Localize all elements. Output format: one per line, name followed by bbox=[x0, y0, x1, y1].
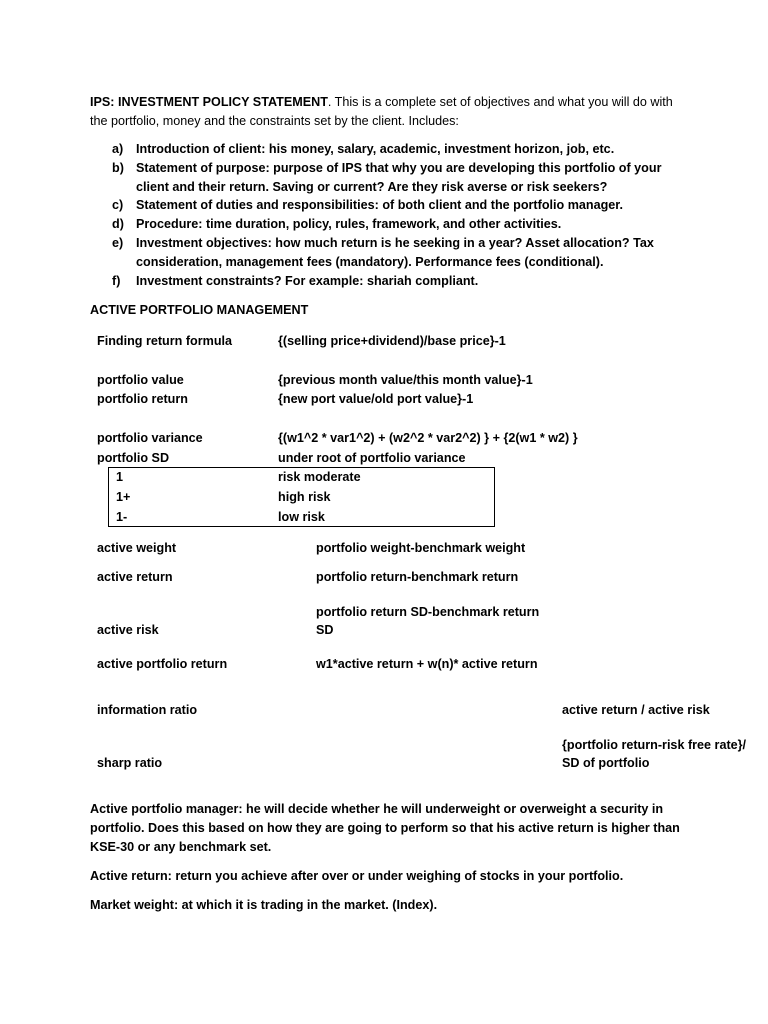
paragraph-market-weight: Market weight: at which it is trading in the market. (Index). bbox=[90, 898, 438, 912]
active-risk-value-line1: portfolio return SD-benchmark return bbox=[316, 605, 540, 619]
paragraph-active-manager: Active portfolio manager: he will decide whether he will underweight or overweight a security in portfolio. Does this based on how they are going to perform so that his active return is higher than KSE-30 or any benchmark set. bbox=[90, 802, 680, 854]
sharp-ratio-label: sharp ratio bbox=[97, 756, 163, 770]
active-portfolio-return-label: active portfolio return bbox=[97, 657, 228, 671]
active-risk-value-line2: SD bbox=[316, 623, 334, 637]
risk-key: 1 bbox=[116, 470, 124, 484]
active-return-label: active return bbox=[97, 570, 173, 584]
list-item bbox=[112, 196, 696, 215]
active-risk-label: active risk bbox=[97, 623, 159, 637]
ips-title: IPS: INVESTMENT POLICY STATEMENT bbox=[90, 95, 328, 109]
list-marker: e) bbox=[112, 235, 124, 250]
list-text: Investment constraints? For example: shariah compliant. bbox=[136, 273, 479, 288]
list-marker: b) bbox=[112, 160, 124, 175]
sharp-ratio-value-line2: SD of portfolio bbox=[562, 756, 650, 770]
finding-return-value: {(selling price+dividend)/base price}-1 bbox=[278, 334, 506, 348]
list-text: Statement of duties and responsibilities: of both client and the portfolio manager. bbox=[136, 198, 623, 213]
paragraph-active-return: Active return: return you achieve after over or under weighing of stocks in your portfolio. bbox=[90, 869, 624, 883]
active-return-value: portfolio return-benchmark return bbox=[316, 570, 519, 584]
risk-value: low risk bbox=[278, 510, 325, 524]
active-portfolio-return-value: w1*active return + w(n)* active return bbox=[316, 657, 538, 671]
active-weight-label: active weight bbox=[97, 541, 177, 555]
list-item bbox=[112, 272, 696, 291]
list-item bbox=[112, 159, 696, 197]
list-text: Investment objectives: how much return is he seeking in a year? Asset allocation? Tax consideration, management fees (mandatory). Performance fees (conditional). bbox=[136, 235, 654, 269]
list-marker: d) bbox=[112, 217, 124, 232]
ips-intro bbox=[90, 93, 690, 131]
ips-list bbox=[112, 140, 696, 290]
portfolio-sd-label: portfolio SD bbox=[97, 451, 170, 465]
risk-value: high risk bbox=[278, 490, 331, 504]
ips-intro-text: . This is a complete set of objectives and what you will do with the portfolio, money and the constraints set by the client. Includes: bbox=[90, 95, 673, 128]
list-marker: f) bbox=[112, 273, 121, 288]
portfolio-return-value: {new port value/old port value}-1 bbox=[278, 392, 474, 406]
list-item bbox=[112, 234, 696, 272]
list-text: Procedure: time duration, policy, rules, framework, and other activities. bbox=[136, 217, 562, 232]
portfolio-return-label: portfolio return bbox=[97, 392, 188, 406]
portfolio-sd-value: under root of portfolio variance bbox=[278, 451, 466, 465]
list-marker: c) bbox=[112, 198, 124, 213]
active-weight-value: portfolio weight-benchmark weight bbox=[316, 541, 526, 555]
portfolio-variance-value: {(w1^2 * var1^2) + (w2^2 * var2^2) } + {2(w1 * w2) } bbox=[278, 431, 578, 445]
finding-return-label: Finding return formula bbox=[97, 334, 233, 348]
list-item bbox=[112, 140, 696, 159]
list-text: Introduction of client: his money, salary, academic, investment horizon, job, etc. bbox=[136, 142, 615, 156]
risk-value: risk moderate bbox=[278, 470, 361, 484]
risk-key: 1- bbox=[116, 510, 128, 524]
portfolio-variance-label: portfolio variance bbox=[97, 431, 203, 445]
section-title: ACTIVE PORTFOLIO MANAGEMENT bbox=[90, 303, 309, 317]
sharp-ratio-value-line1: {portfolio return-risk free rate}/ bbox=[562, 738, 747, 752]
information-ratio-value: active return / active risk bbox=[562, 703, 710, 717]
portfolio-value-value: {previous month value/this month value}-1 bbox=[278, 373, 533, 387]
risk-key: 1+ bbox=[116, 490, 131, 504]
list-item bbox=[112, 215, 696, 234]
list-marker: a) bbox=[112, 142, 124, 156]
portfolio-value-label: portfolio value bbox=[97, 373, 184, 387]
information-ratio-label: information ratio bbox=[97, 703, 198, 717]
list-text: Statement of purpose: purpose of IPS that why you are developing this portfolio of your client and their return. Saving or current? Are they risk averse or risk seekers? bbox=[136, 160, 662, 194]
